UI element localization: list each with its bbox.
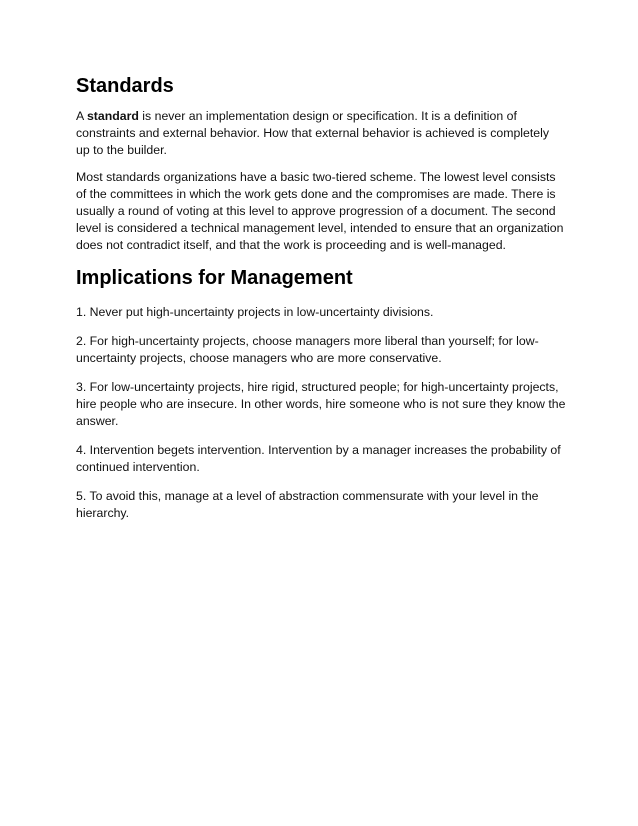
list-item-3: 3. For low-uncertainty projects, hire rigid, structured people; for high-uncertainty projects, hire people who are insecure. In other words, hire someone who is not sure they know the answer. <box>76 380 566 428</box>
section-heading-standards: Standards <box>76 75 174 97</box>
paragraph-standard-definition <box>76 108 566 159</box>
paragraph-two-tiered-scheme: Most standards organizations have a basic two-tiered scheme. The lowest level consists of the committees in which the work gets done and the compromises are made. There is usually a round of voting at this level to approve progression of a document. The second level is considered a technical management level, intended to ensure that an organization does not contradict itself, and that the work is proceeding and is well-managed. <box>76 170 564 252</box>
bold-term-standard: standard <box>86 109 139 123</box>
paragraph-rest: is never an implementation design or specification. It is a definition of constraints and external behavior. How that external behavior is achieved is completely up to the builder. <box>76 109 550 157</box>
paragraph-prefix: A <box>76 109 87 123</box>
section-heading-implications: Implications for Management <box>76 267 353 289</box>
list-item-2: 2. For high-uncertainty projects, choose managers more liberal than yourself; for low-uncertainty projects, choose managers who are more conservative. <box>76 334 539 365</box>
document-page <box>76 74 566 534</box>
list-item-4: 4. Intervention begets intervention. Intervention by a manager increases the probability of continued intervention. <box>76 443 561 474</box>
list-item-1: 1. Never put high-uncertainty projects in low-uncertainty divisions. <box>76 305 434 319</box>
list-item-5: 5. To avoid this, manage at a level of abstraction commensurate with your level in the hierarchy. <box>76 489 539 520</box>
